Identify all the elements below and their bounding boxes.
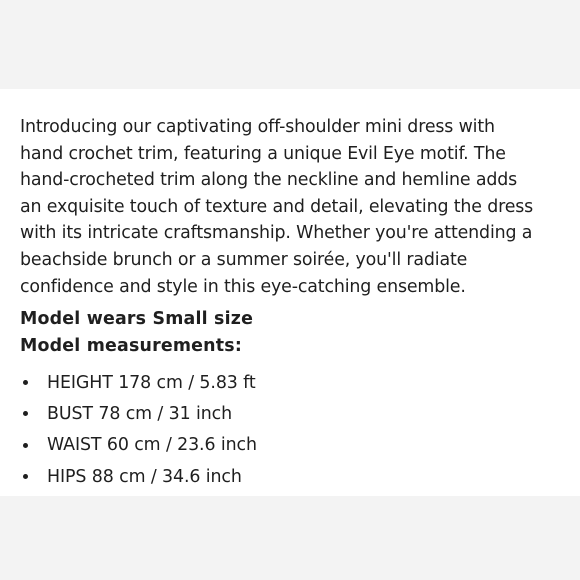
measurement-text: BUST 78 cm / 31 inch <box>47 403 233 424</box>
bullet-icon <box>23 474 28 479</box>
measurement-text: HEIGHT 178 cm / 5.83 ft <box>47 372 256 393</box>
description-line: hand-crocheted trim along the neckline and hemline adds <box>20 170 518 191</box>
description-line: hand crochet trim, featuring a unique Evil Eye motif. The <box>20 143 506 164</box>
measurement-text: WAIST 60 cm / 23.6 inch <box>47 435 257 456</box>
description-line: beachside brunch or a summer soirée, you'll radiate <box>20 249 468 270</box>
product-description <box>20 114 568 300</box>
measurement-item-hips <box>20 461 257 492</box>
measurement-item-waist <box>20 430 257 461</box>
model-info <box>20 306 253 359</box>
description-line: an exquisite touch of texture and detail, elevating the dress <box>20 196 534 217</box>
measurement-text: HIPS 88 cm / 34.6 inch <box>47 466 242 487</box>
measurements-list <box>20 367 257 492</box>
description-line: confidence and style in this eye-catching ensemble. <box>20 276 466 297</box>
measurement-item-height <box>20 367 257 398</box>
description-line: with its intricate craftsmanship. Whether you're attending a <box>20 223 533 244</box>
measurement-item-bust <box>20 398 257 429</box>
model-size-heading: Model wears Small size <box>20 309 254 329</box>
bullet-icon <box>23 443 28 448</box>
bullet-icon <box>23 380 28 385</box>
model-measurements-heading: Model measurements: <box>20 335 242 356</box>
bullet-icon <box>23 411 28 416</box>
description-line: Introducing our captivating off-shoulder mini dress with <box>20 117 495 137</box>
